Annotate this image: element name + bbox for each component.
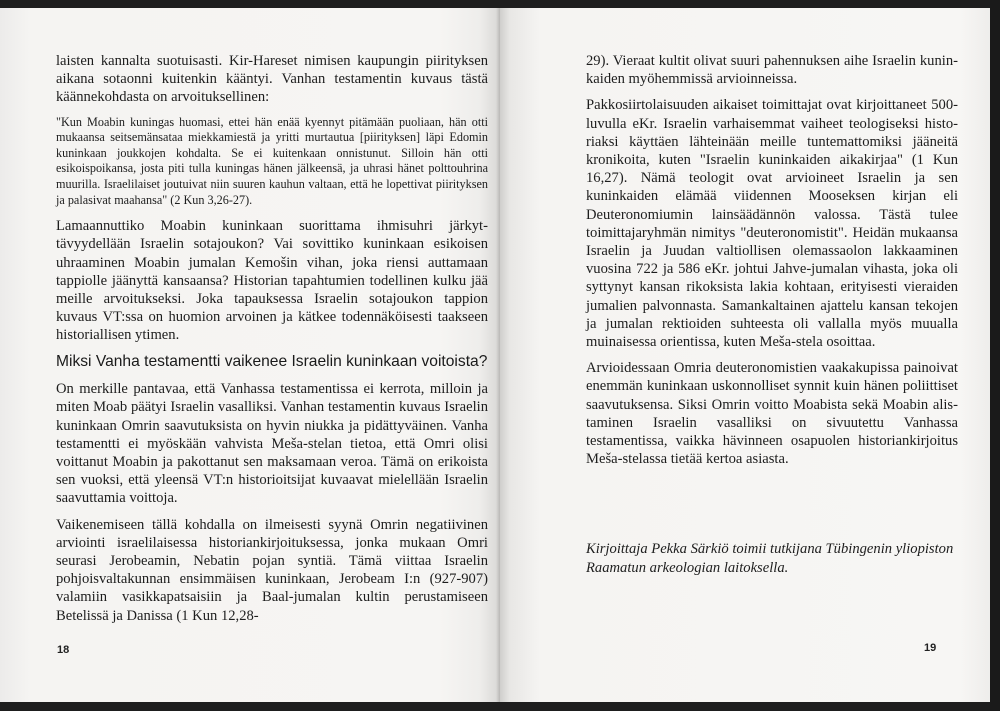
left-text-column xyxy=(56,52,488,633)
left-page xyxy=(0,8,500,702)
paragraph: On merkille pantavaa, että Vanhassa testamentissa ei kerrota, milloin ja miten Moab päätyi Israelin vasalliksi. Vanhan testamentin kuvaus Israelin kuninkaan Omrin saavutuksista on hyvin niukka ja pidättyväinen. Vanha testamentti ei myöskään vahvista Meša-stelan tietoa, että Omri olisi voittanut Moabin ja pakottanut sen maksamaan veroa. Tämä on erikoista sen vuoksi, että yleensä VT:n historioitsijat kuvaavat mielellään Israelin saavuttamia voittoja. xyxy=(56,381,488,507)
paragraph: Lamaannuttiko Moabin kuninkaan suorittama ihmisuhri järkyttävyydellään Israelin sotajoukon? Vai sovittiko kuninkaan esikoisen uhraaminen Moabin jumalan Kemošin vihan, joka riensi auttamaan tappiolle jäänyttä kansaansa? Historian tapahtumien todellinen kulku jää meille arvoitukseksi. Joka tapauksessa Israelin sotajoukon tappion kuvaus VT:ssa on huomion arvoinen ja kätkee todennäköisesti taakseen historiallisen ytimen. xyxy=(56,218,488,344)
page-number-right: 19 xyxy=(924,642,937,654)
right-page xyxy=(500,8,990,702)
page-number-left: 18 xyxy=(57,644,70,656)
paragraph: Vaikenemiseen tällä kohdalla on ilmeisesti syynä Omrin negatiivinen arviointi israelilaisessa historiankirjoituksessa, jonka mukaan Omri seurasi Jerobeamin, Nebatin pojan syntiä. Tämä viittaa Israelin pohjoisvaltakunnan ensimmäisen kuninkaan, Jerobeam I:n (927-907) valamiin vasikkapatsaisiin ja Baal-jumalan kultin perustamiseen Betelissä ja Danissa (1 Kun 12,28- xyxy=(56,516,488,624)
block-quote: "Kun Moabin kuningas huomasi, ettei hän enää kyennyt pitämään puoliaan, hän otti mukaansa seitsemänsataa miekkamiestä ja yritti murtautua [piirityksen] läpi Edomin kuninkaan joukkojen kohdalta. Se ei kuitenkaan onnistunut. Silloin hän otti esikoispoikansa, josta piti tulla kuningas hänen jälkeensä, ja uhrasi hänet polttouhrina muurilla. Israelilaiset joutuivat niin suuren kauhun valtaan, että he lopettivat piirityksen ja palasivat maahansa" (2 Kun 3,26-27). xyxy=(56,114,488,207)
paragraph: 29). Vieraat kultit olivat suuri pahennuksen aihe Israelin kuninkaiden myöhemmissä arvioinneissa. xyxy=(586,53,958,88)
section-heading: Miksi Vanha testamentti vaikenee Israelin kuninkaan voitoista? xyxy=(56,352,488,370)
paragraph: Pakkosiirtolaisuuden aikaiset toimittajat ovat kirjoittaneet 500-luvulla eKr. Israelin varhaisemmat vaiheet teologiseksi historiaksi käyttäen lähteinään meille tuntemattomiksi jääneitä kronikoita, kuten "Israelin kuninkaiden aikakirjaa" (1 Kun 16,27). Nämä teologit ovat arvioineet Israelin ja sen kuninkaiden elämää viidennen Mooseksen kirjan eli Deuteronomiumin lainsäädännön valossa. Tästä tulee toimittajaryhmän nimitys "deuteronomistit". Heidän mukaansa Israelin ja Juudan valtiollisen olemassaolon lakkaaminen vuosina 722 ja 586 eKr. johtui Jahve-jumalan vihasta, joka oli syttynyt kansan rikoksista lakia kohtaan, erityisesti vieraiden jumalien palvonnasta. Samankaltainen ajattelu kansan tekojen ja jumalan rektioiden suhteesta oli vallalla myös muualla muinaisessa orientissa, kuten Meša-stela osoittaa. xyxy=(586,97,958,351)
book-edge xyxy=(990,0,1000,711)
paragraph: laisten kannalta suotuisasti. Kir-Hareset nimisen kaupungin piirityksen aikana sotaonni kuitenkin kääntyi. Vanhan testamentin kuvaus tästä käännekohdasta on arvoituksellinen: xyxy=(56,53,488,106)
right-text-column xyxy=(586,52,958,585)
paragraph: Arvioidessaan Omria deuteronomistien vaakakupissa painoivat enemmän kuninkaan uskonnolliset synnit kuin hänen poliittiset saavutuksensa. Siksi Omrin voitto Moabista sekä Moabin alistaminen Israelin vasalliksi on sivuutettu Vanhassa testamentissa, vaikka hävinneen osapuolen historiankirjoitus Meša-stelassa tietää kertoa asiasta. xyxy=(586,360,958,468)
author-bio: Kirjoittaja Pekka Särkiö toimii tutkijana Tübingenin yliopiston Raamatun arkeologian laitoksella. xyxy=(586,541,954,576)
